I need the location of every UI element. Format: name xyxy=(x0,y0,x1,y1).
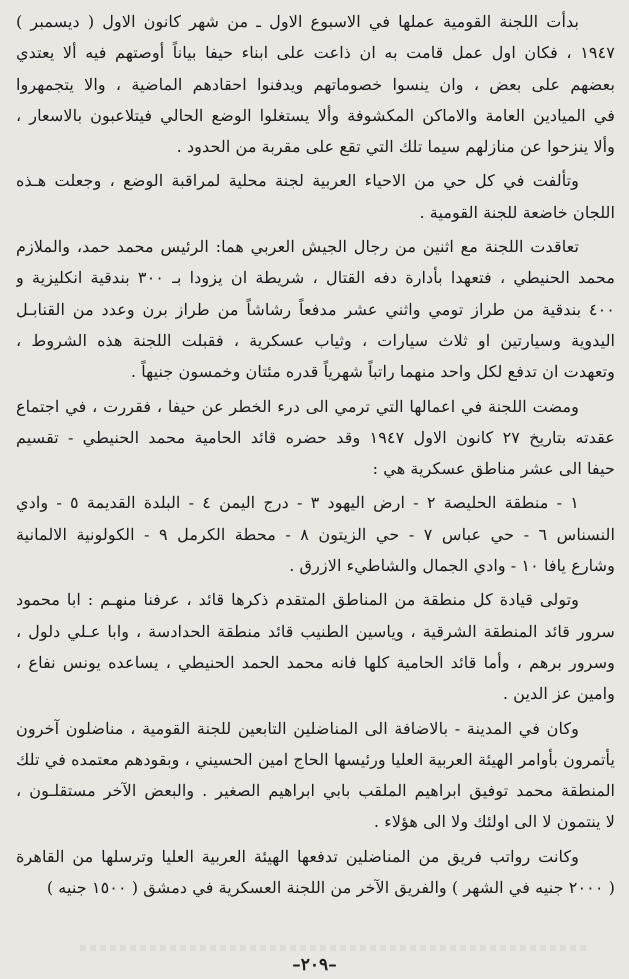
text-line: وتعهدت ان تدفع لكل واحد منهما راتباً شهرياً قدره مئتان وخمسون جنيهاً . xyxy=(130,362,615,382)
text-line: سرور قائد المنطقة الشرقية ، وياسين الطنيب قائد منطقة الحدادسة ، وابا عـلي دلول ، xyxy=(16,621,615,641)
paragraph xyxy=(16,487,615,581)
body-text xyxy=(16,6,615,903)
text-line: النسناس ٦ - حي عباس ٧ - حي الزيتون ٨ - محطة الكرمل ٩ - الكولونية الالمانية xyxy=(16,524,615,544)
text-line: تعاقدت اللجنة مع اثنين من رجال الجيش العربي هما: الرئيس محمد حمد، والملازم xyxy=(16,237,579,257)
text-line: في الميادين العامة والاماكن المكشوفة وألا يستغلوا الوضع الحالي فيتلاعبون بالاسعار ، xyxy=(16,105,615,125)
text-line: بدأت اللجنة القومية عملها في الاسبوع الاول ـ من شهر كانون الاول ( ديسمبر ) xyxy=(16,12,579,31)
text-line: وألا ينزحوا عن منازلهم سيما تلك التي تقع على مقربة من الحدود . xyxy=(176,137,615,157)
text-line: ( ٢٠٠٠ جنيه في الشهر ) والفريق الآخر من اللجنة العسكرية في دمشق ( ١٥٠٠ جنيه ) xyxy=(46,878,615,898)
text-line: وكانت رواتب فريق من المناضلين تدفعها الهيئة العربية العليا وترسلها من القاهرة xyxy=(16,846,579,866)
text-line: عقدته بتاريخ ٢٧ كانون الاول ١٩٤٧ وقد حضره قائد الحامية محمد الحنيطي - تقسيم xyxy=(16,427,615,447)
text-line: وكان في المدينة - بالاضافة الى المناضلين التابعين للجنة القومية ، مناضلون آخرون xyxy=(16,718,579,738)
text-line: ٤٠٠ بندقية من طراز تومي واثني عشر مدفعاً رشاشاً من طراز برن وعدد من القنابـل xyxy=(16,299,615,319)
text-line: محمد الحنيطي ، فتعهدا بأدارة دفه القتال ، شريطة ان يزودا بـ ٣٠٠ بندقية انكليزية و xyxy=(16,268,615,288)
paragraph xyxy=(16,231,615,387)
text-line: اللجان خاضعة للجنة القومية . xyxy=(419,202,615,222)
paragraph xyxy=(16,841,615,904)
text-line: لا ينتمون لا الى اولئك ولا الى هؤلاء . xyxy=(373,812,615,832)
paragraph xyxy=(16,165,615,228)
paragraph xyxy=(16,6,615,162)
text-line: بعضهم على بعض ، وان ينسوا خصوماتهم ويدفنوا احقادهم الماضية ، والا يتجمهروا xyxy=(16,74,615,94)
text-line: المنطقة محمد توفيق ابراهيم الملقب بابي ابراهيم الصغير . والبعض الآخر مستقلـون ، xyxy=(16,781,615,801)
text-line: وامين عز الدين . xyxy=(502,684,615,704)
text-line: وتولى قيادة كل منطقة من المناطق المتقدم ذكرها قائد ، عرفنا منهـم : ابا محمود xyxy=(16,590,579,610)
text-line: وشارع يافا ١٠ - وادي الجمال والشاطيء الازرق . xyxy=(289,556,615,576)
paragraph xyxy=(16,584,615,709)
text-line: وسرور برهم ، وأما قائد الحامية كلها فانه محمد الحمد الحنيطي ، يساعده يونس نفاع ، xyxy=(16,652,615,672)
text-line: اليدوية وسيارتين او ثلاث سيارات ، وثياب عسكرية ، فقبلت اللجنة هذه الشروط ، xyxy=(16,330,615,350)
text-line: يأتمرون بأوامر الهيئة العربية العليا ورئيسها الحاج امين الحسيني ، وبقودهم معتمده في تلك xyxy=(16,749,615,769)
text-line: ١ - منطقة الحليصة ٢ - ارض اليهود ٣ - درج اليمن ٤ - البلدة القديمة ٥ - وادي xyxy=(16,493,579,513)
paragraph xyxy=(16,391,615,485)
text-line: ومضت اللجنة في اعمالها التي ترمي الى درء الخطر عن حيفا ، فقررت ، في اجتماع xyxy=(16,396,579,416)
show-through-text xyxy=(80,945,589,951)
text-line: ١٩٤٧ ، فكان اول عمل قامت به ان ذاعت على ابناء حيفا بياناً أوصتهم فيه ألا يعتدي xyxy=(16,43,615,63)
text-line: حيفا الى عشر مناطق عسكرية هي : xyxy=(372,459,615,479)
paragraph xyxy=(16,713,615,838)
page-number: –٢٠٩– xyxy=(292,955,337,975)
text-line: وتألفت في كل حي من الاحياء العربية لجنة محلية لمراقبة الوضع ، وجعلت هـذه xyxy=(16,171,579,191)
